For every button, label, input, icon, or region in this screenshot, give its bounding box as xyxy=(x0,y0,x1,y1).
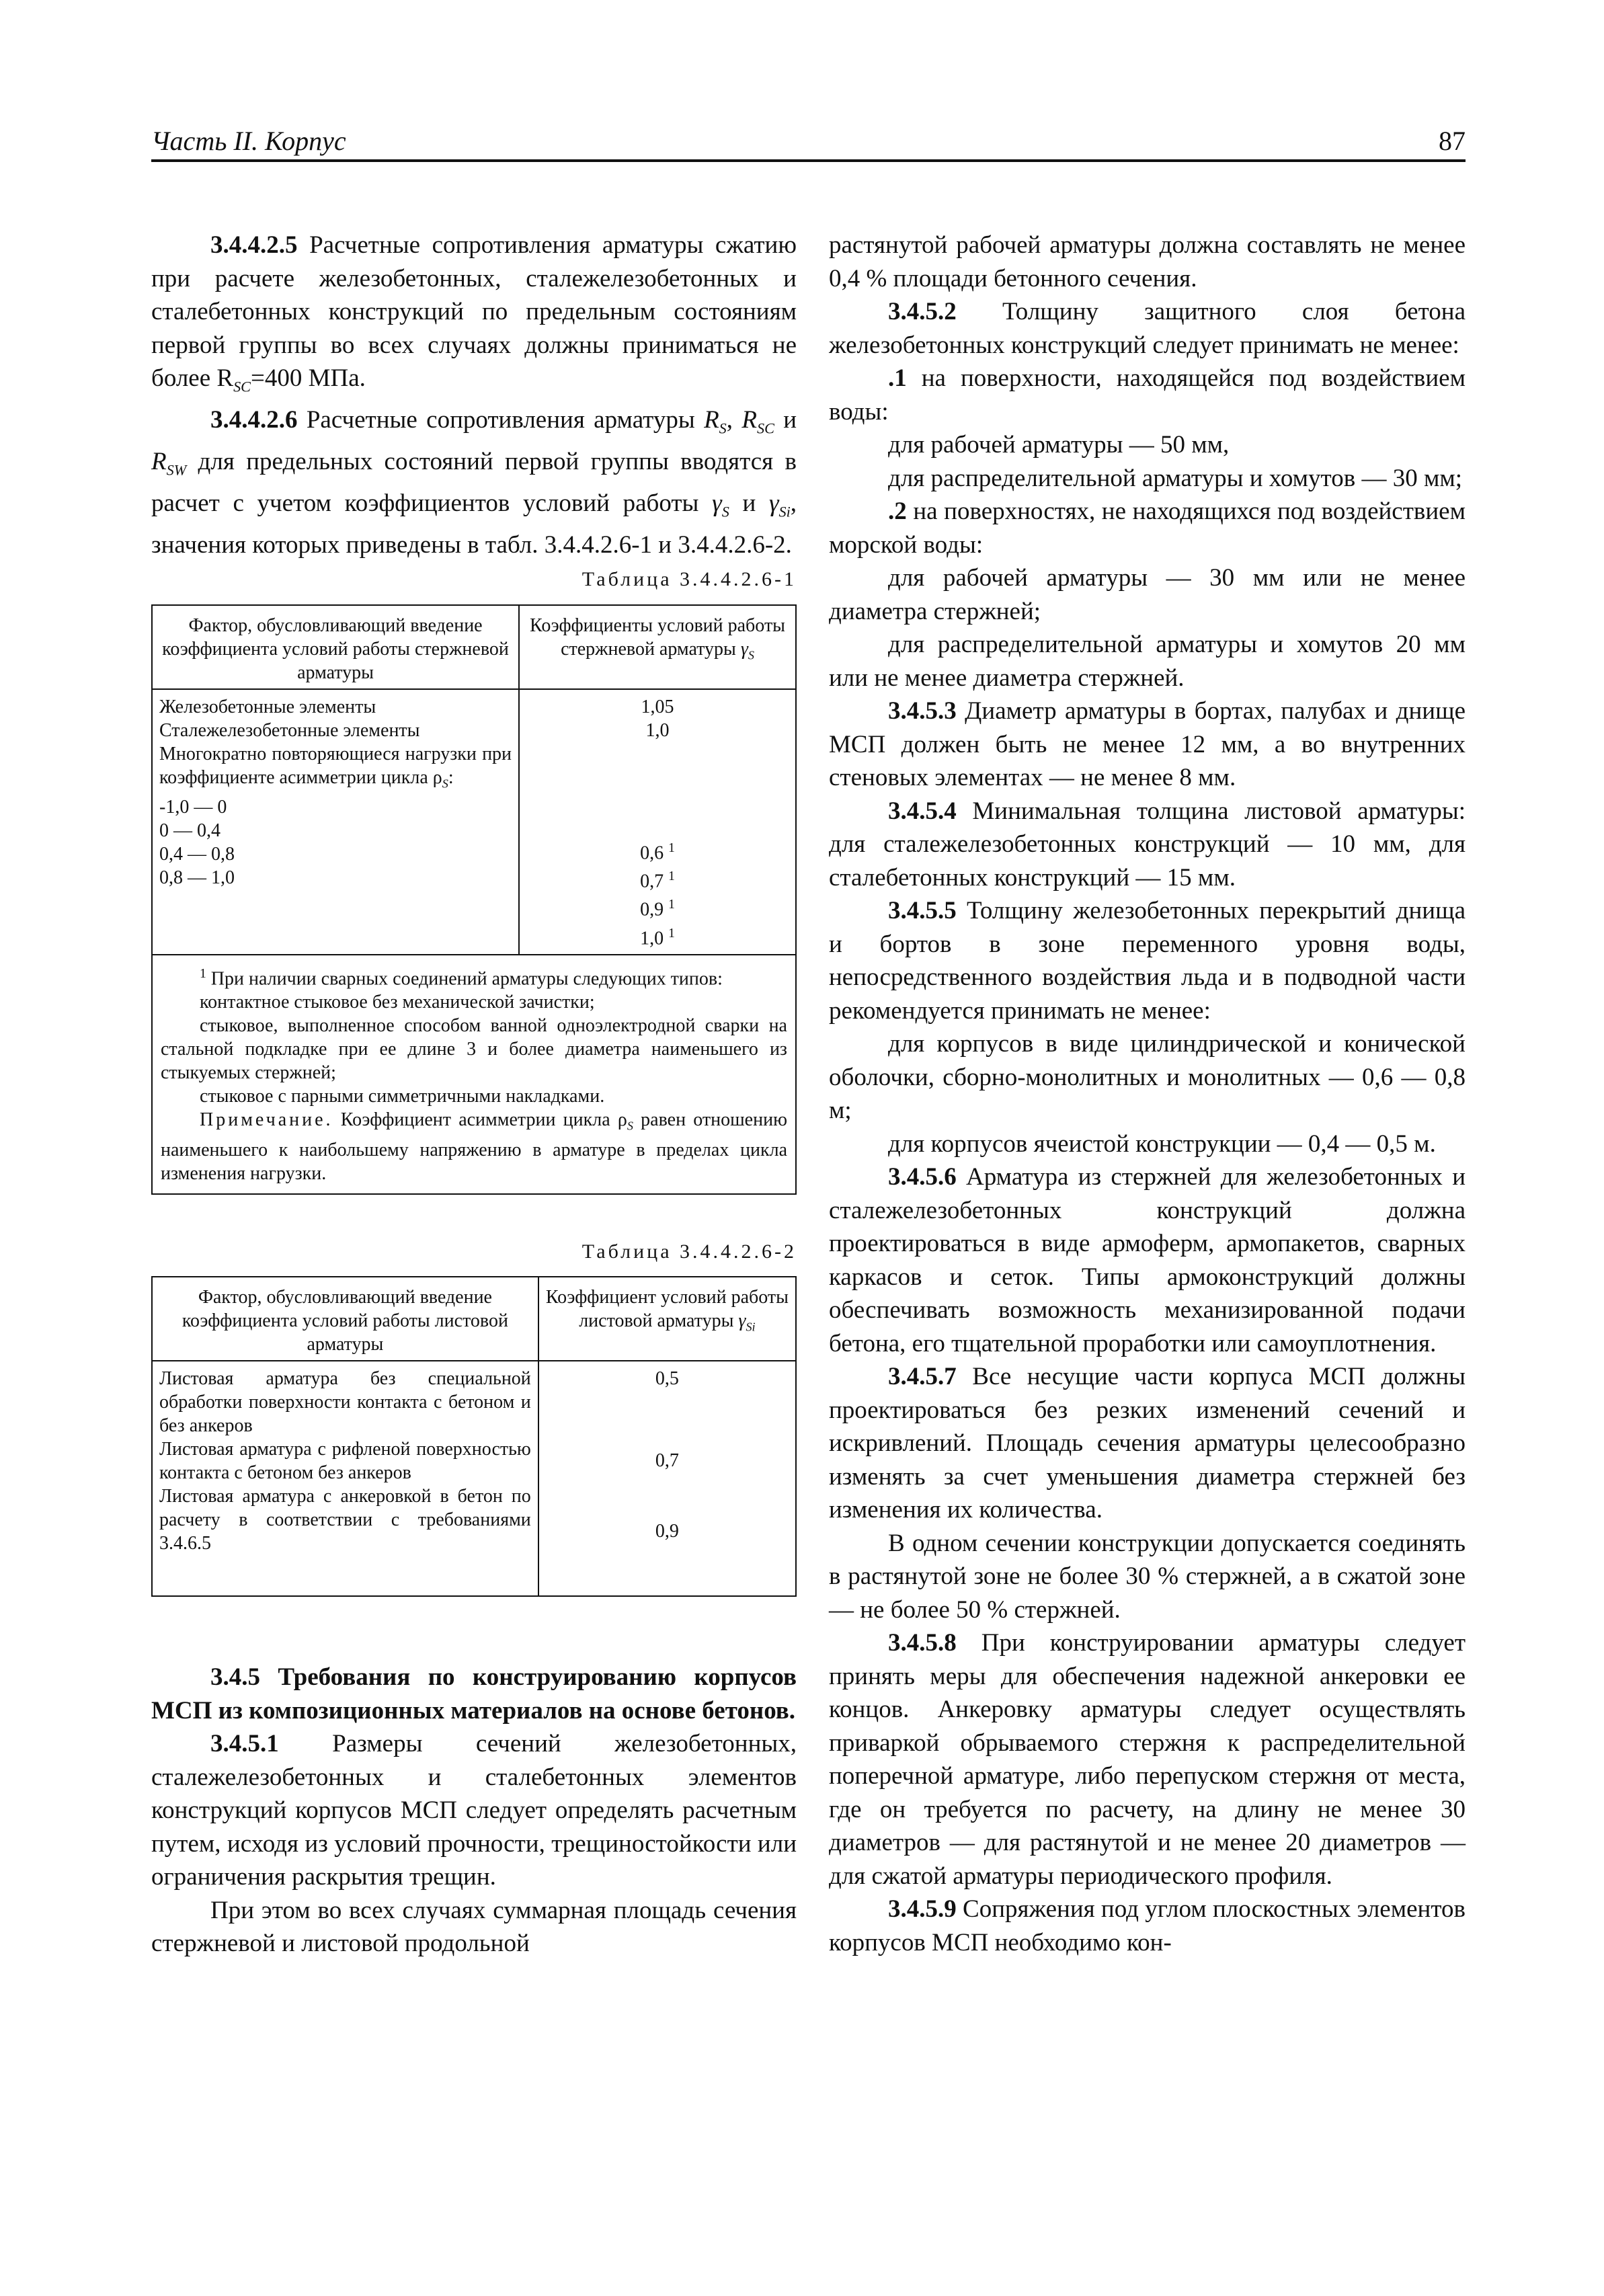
paragraph-text: для рабочей арматуры — 50 мм, xyxy=(888,431,1230,459)
footnote-mark: 1 xyxy=(668,840,675,855)
table-body-row xyxy=(152,689,796,955)
table-notes-row xyxy=(152,955,796,1194)
paragraph-text: для распределительной арматуры и хомутов 20 мм или не менее диаметра стержней. xyxy=(829,631,1466,692)
table-caption: Таблица 3.4.4.2.6-1 xyxy=(582,568,797,591)
subscript: SW xyxy=(166,461,187,479)
table-row-factor: 0,4 — 0,8 xyxy=(159,844,235,865)
paragraph-3-4-5-7 xyxy=(829,1360,1466,1527)
clause-number: 3.4.5.3 xyxy=(888,697,957,725)
remark-text: равен отношению наименьшего к наибольшему напряжению в арматуре в пределах цикла изменения нагрузки. xyxy=(161,1109,787,1184)
symbol-gamma-si: γ xyxy=(768,489,779,517)
table-row-value: 0,7 xyxy=(655,1450,679,1472)
clause-number: 3.4.5.7 xyxy=(888,1363,957,1390)
paragraph-3-4-5-6 xyxy=(829,1160,1466,1360)
symbol-gamma: γ xyxy=(740,638,748,660)
table-row-value: 1,0 xyxy=(645,719,670,741)
paragraph-text: на поверхностях, не находящихся под воздействием морской воды: xyxy=(829,498,1466,559)
footnote-text: При наличии сварных соединений арматуры следующих типов: xyxy=(210,968,723,990)
value-text: 0,7 xyxy=(640,871,664,892)
paragraph-text: Диаметр арматуры в бортах, палубах и днище МСП должен быть не менее 12 мм, а во внутренних стеновых элементах — не менее 8 мм. xyxy=(829,697,1466,791)
subscript: Si xyxy=(746,1320,756,1334)
paragraph-text: для распределительной арматуры и хомутов — 30 мм; xyxy=(888,464,1463,492)
paragraph-text: Расчетные сопротивления арматуры xyxy=(306,405,695,434)
header-coefficient xyxy=(538,1277,796,1361)
footnote-mark: 1 xyxy=(668,869,675,883)
factor-tail: : xyxy=(448,766,454,788)
table-rod-reinforcement xyxy=(151,604,797,1195)
header-text: Фактор, обусловливающий введение коэффициента условий работы листовой арматуры xyxy=(182,1287,508,1355)
clause-number: 3.4.5.9 xyxy=(888,1895,957,1923)
paragraph-text: Сопряжения под углом плоскостных элементов корпусов МСП необходимо кон- xyxy=(829,1895,1466,1956)
table-row-factor: Железобетонные элементы xyxy=(159,696,376,717)
table-row-value xyxy=(526,865,789,893)
value-text: 1,0 xyxy=(640,927,664,949)
value-text: 0,9 xyxy=(640,899,664,920)
footnote-item: стыковое с парными симметричными накладками. xyxy=(200,1086,605,1107)
value-text: 0,6 xyxy=(640,842,664,863)
conjunction: и xyxy=(783,405,797,434)
footnote-mark: 1 xyxy=(200,966,206,981)
table-row-factor: Листовая арматура с рифленой поверхностью контакта с бетоном без анкеров xyxy=(159,1439,531,1484)
separator: , xyxy=(726,405,733,434)
table-row-factor: 0 — 0,4 xyxy=(159,820,220,842)
table-remark xyxy=(161,1108,787,1185)
header-text: Фактор, обусловливающий введение коэффициента условий работы стержневой арматуры xyxy=(162,615,509,683)
paragraph-text: При конструировании арматуры следует принять меры для обеспечения надежной анкеровки ее концов. Анкеровку арматуры следует осуществлять приваркой обрываемого стержня к распределительной поперечной арматуре, либо перепуском стержня от места, где он требуется по расчету, на длину не менее 30 диаметров — для растянутой и не менее 20 диаметров — для сжатой арматуры периодического профиля. xyxy=(829,1629,1466,1890)
paragraph-3-4-5-1 xyxy=(151,1727,797,1894)
factor-cell xyxy=(152,689,519,955)
table-row-value xyxy=(526,922,789,950)
table-row-value xyxy=(526,893,789,921)
factor-cell xyxy=(152,1361,538,1596)
running-header xyxy=(151,124,1466,162)
paragraph-text: Расчетные сопротивления арматуры сжатию при расчете железобетонных, сталежелезобетонных и сталебетонных конструкций по предельным состояниям первой группы во всех случаях должны приниматься не более R xyxy=(151,231,797,392)
paragraph-tail: =400 МПа. xyxy=(250,364,366,392)
clause-number: 3.4.4.2.6 xyxy=(210,405,298,434)
table-row-value-empty xyxy=(526,742,789,836)
paragraph-item-2 xyxy=(829,495,1466,561)
table-sheet-reinforcement xyxy=(151,1276,797,1597)
item-number: .1 xyxy=(888,364,907,392)
paragraph-text: Толщину защитного слоя бетона железобетонных конструкций следует принимать не менее: xyxy=(829,298,1466,359)
header-text: Коэффициент условий работы листовой арматуры xyxy=(545,1287,789,1332)
footnote xyxy=(161,962,787,990)
paragraph-text: на поверхности, находящейся под воздействием воды: xyxy=(829,364,1466,426)
paragraph-text: для рабочей арматуры — 30 мм или не менее диаметра стержней; xyxy=(829,564,1466,625)
paragraph-continuation: При этом во всех случаях суммарная площадь сечения стержневой и листовой продольной xyxy=(151,1896,797,1958)
paragraph-3-4-4-2-5 xyxy=(151,229,797,403)
paragraph-3-4-5-9 xyxy=(829,1893,1466,1959)
symbol-rsw: R xyxy=(151,447,167,475)
paragraph-text: В одном сечении конструкции допускается соединять в растянутой зоне не более 30 % стержней, а в сжатой зоне — не более 50 % стержней. xyxy=(829,1529,1466,1624)
remark-label: Примечание. xyxy=(200,1109,333,1131)
table-notes xyxy=(152,955,796,1194)
paragraph-text: для предельных состояний первой группы вводятся в расчет с учетом коэффициентов условий работы xyxy=(151,447,797,517)
paragraph-3-4-4-2-6 xyxy=(151,403,797,561)
footnote-item: контактное стыковое без механической зачистки; xyxy=(200,992,595,1013)
paragraph-text: для корпусов ячеистой конструкции — 0,4 — 0,5 м. xyxy=(888,1130,1436,1158)
left-column xyxy=(151,229,797,1961)
clause-number: 3.4.5.5 xyxy=(888,897,957,924)
table-body-row xyxy=(152,1361,796,1596)
subscript: S xyxy=(442,777,448,791)
paragraph-continued: растянутой рабочей арматуры должна составлять не менее 0,4 % площади бетонного сечения. xyxy=(829,231,1466,292)
subscript: Si xyxy=(778,503,791,520)
table-row-value: 0,5 xyxy=(655,1368,679,1390)
table-row-factor: -1,0 — 0 xyxy=(159,797,227,818)
value-cell xyxy=(538,1361,796,1596)
header-factor xyxy=(152,1277,538,1361)
symbol-rs: R xyxy=(704,405,719,434)
paragraph-item-1 xyxy=(829,362,1466,428)
page-number: 87 xyxy=(1439,126,1466,156)
clause-number: 3.4.5.2 xyxy=(888,298,957,325)
subscript: S xyxy=(721,503,729,520)
subscript: SC xyxy=(756,420,774,437)
table-row-value: 0,9 xyxy=(655,1521,679,1542)
table-row-value xyxy=(526,836,789,865)
paragraph-text: , значения которых приведены в табл. 3.4.4.2.6-1 и 3.4.4.2.6-2. xyxy=(151,489,797,559)
paragraph-text: Арматура из стержней для железобетонных и сталежелезобетонных конструкций должна проектироваться в виде армоферм, армопакетов, сварных каркасов и сеток. Типы армоконструкций должны обеспечивать возможность механизированной подачи бетона, его тщательной проработки или самоуплотнения. xyxy=(829,1163,1466,1357)
table-caption: Таблица 3.4.4.2.6-2 xyxy=(582,1240,797,1263)
table-row-factor: Листовая арматура с анкеровкой в бетон по расчету в соответствии с требованиями 3.4.6.5 xyxy=(159,1486,531,1554)
symbol-gamma-s: γ xyxy=(712,489,722,517)
paragraph-3-4-5-5 xyxy=(829,894,1466,1027)
footnote-mark: 1 xyxy=(668,926,675,941)
paragraph-3-4-5-4 xyxy=(829,795,1466,895)
running-title: Часть II. Корпус xyxy=(151,126,346,156)
clause-number: 3.4.5.1 xyxy=(210,1730,279,1758)
paragraph-text: для корпусов в виде цилиндрической и конической оболочки, сборно-монолитных и монолитных — 0,6 — 0,8 м; xyxy=(829,1030,1466,1124)
paragraph-3-4-5-2 xyxy=(829,295,1466,362)
subscript: S xyxy=(627,1119,633,1133)
symbol-rsc: R xyxy=(741,405,757,434)
clause-number: 3.4.5.8 xyxy=(888,1629,957,1657)
table-row-factor: Сталежелезобетонные элементы xyxy=(159,719,420,741)
subscript: SC xyxy=(233,378,251,395)
paragraph-3-4-5-3 xyxy=(829,695,1466,795)
header-coefficient xyxy=(519,605,796,689)
symbol-gamma: γ xyxy=(738,1310,746,1332)
table-row-factor: Листовая арматура без специальной обработки поверхности контакта с бетоном и без анкеров xyxy=(159,1368,531,1437)
footnote-mark: 1 xyxy=(668,898,675,912)
table-row-factor: 0,8 — 1,0 xyxy=(159,867,235,889)
paragraph-text: Размеры сечений железобетонных, сталежелезобетонных и сталебетонных элементов конструкций корпусов МСП следует определять расчетным путем, исходя из условий прочности, трещиностойкости или ограничения раскрытия трещин. xyxy=(151,1730,797,1891)
subscript: S xyxy=(748,648,754,662)
right-column xyxy=(829,229,1466,1959)
paragraph-3-4-5-8 xyxy=(829,1626,1466,1893)
subscript: S xyxy=(719,420,727,437)
paragraph-text: Толщину железобетонных перекрытий днища и бортов в зоне переменного уровня воды, непосредственного воздействия льда и в подводной части рекомендуется принимать не менее: xyxy=(829,897,1466,1025)
remark-text: Коэффициент асимметрии цикла ρ xyxy=(340,1109,627,1131)
header-factor xyxy=(152,605,519,689)
table-row-value: 1,05 xyxy=(641,696,674,717)
footnote-item: стыковое, выполненное способом ванной одноэлектродной сварки на стальной подкладке при ее длине 3 и более диаметра наименьшего из стыкуемых стержней; xyxy=(161,1015,787,1084)
table-header-row xyxy=(152,605,796,689)
table-header-row xyxy=(152,1277,796,1361)
section-heading: 3.4.5 Требования по конструированию корпусов МСП из композиционных материалов на основе бетонов. xyxy=(151,1663,797,1725)
paragraph-text: Все несущие части корпуса МСП должны проектироваться без резких изменений сечений и искривлений. Площадь сечения арматуры целесообразно изменять за счет уменьшения диаметра стержней без изменения их количества. xyxy=(829,1363,1466,1523)
header-text: Коэффициенты условий работы стержневой арматуры xyxy=(530,615,785,660)
paragraph-text: Минимальная толщина листовой арматуры: для сталежелезобетонных конструкций — 10 мм, для сталебетонных конструкций — 15 мм. xyxy=(829,797,1466,892)
value-cell xyxy=(519,689,796,955)
clause-number: 3.4.4.2.5 xyxy=(210,231,298,259)
factor-text: Многократно повторяющиеся нагрузки при коэффициенте асимметрии цикла ρ xyxy=(159,743,512,788)
item-number: .2 xyxy=(888,498,907,525)
clause-number: 3.4.5.4 xyxy=(888,797,957,825)
conjunction: и xyxy=(742,489,756,517)
table-row-factor xyxy=(159,742,512,796)
clause-number: 3.4.5.6 xyxy=(888,1163,957,1191)
